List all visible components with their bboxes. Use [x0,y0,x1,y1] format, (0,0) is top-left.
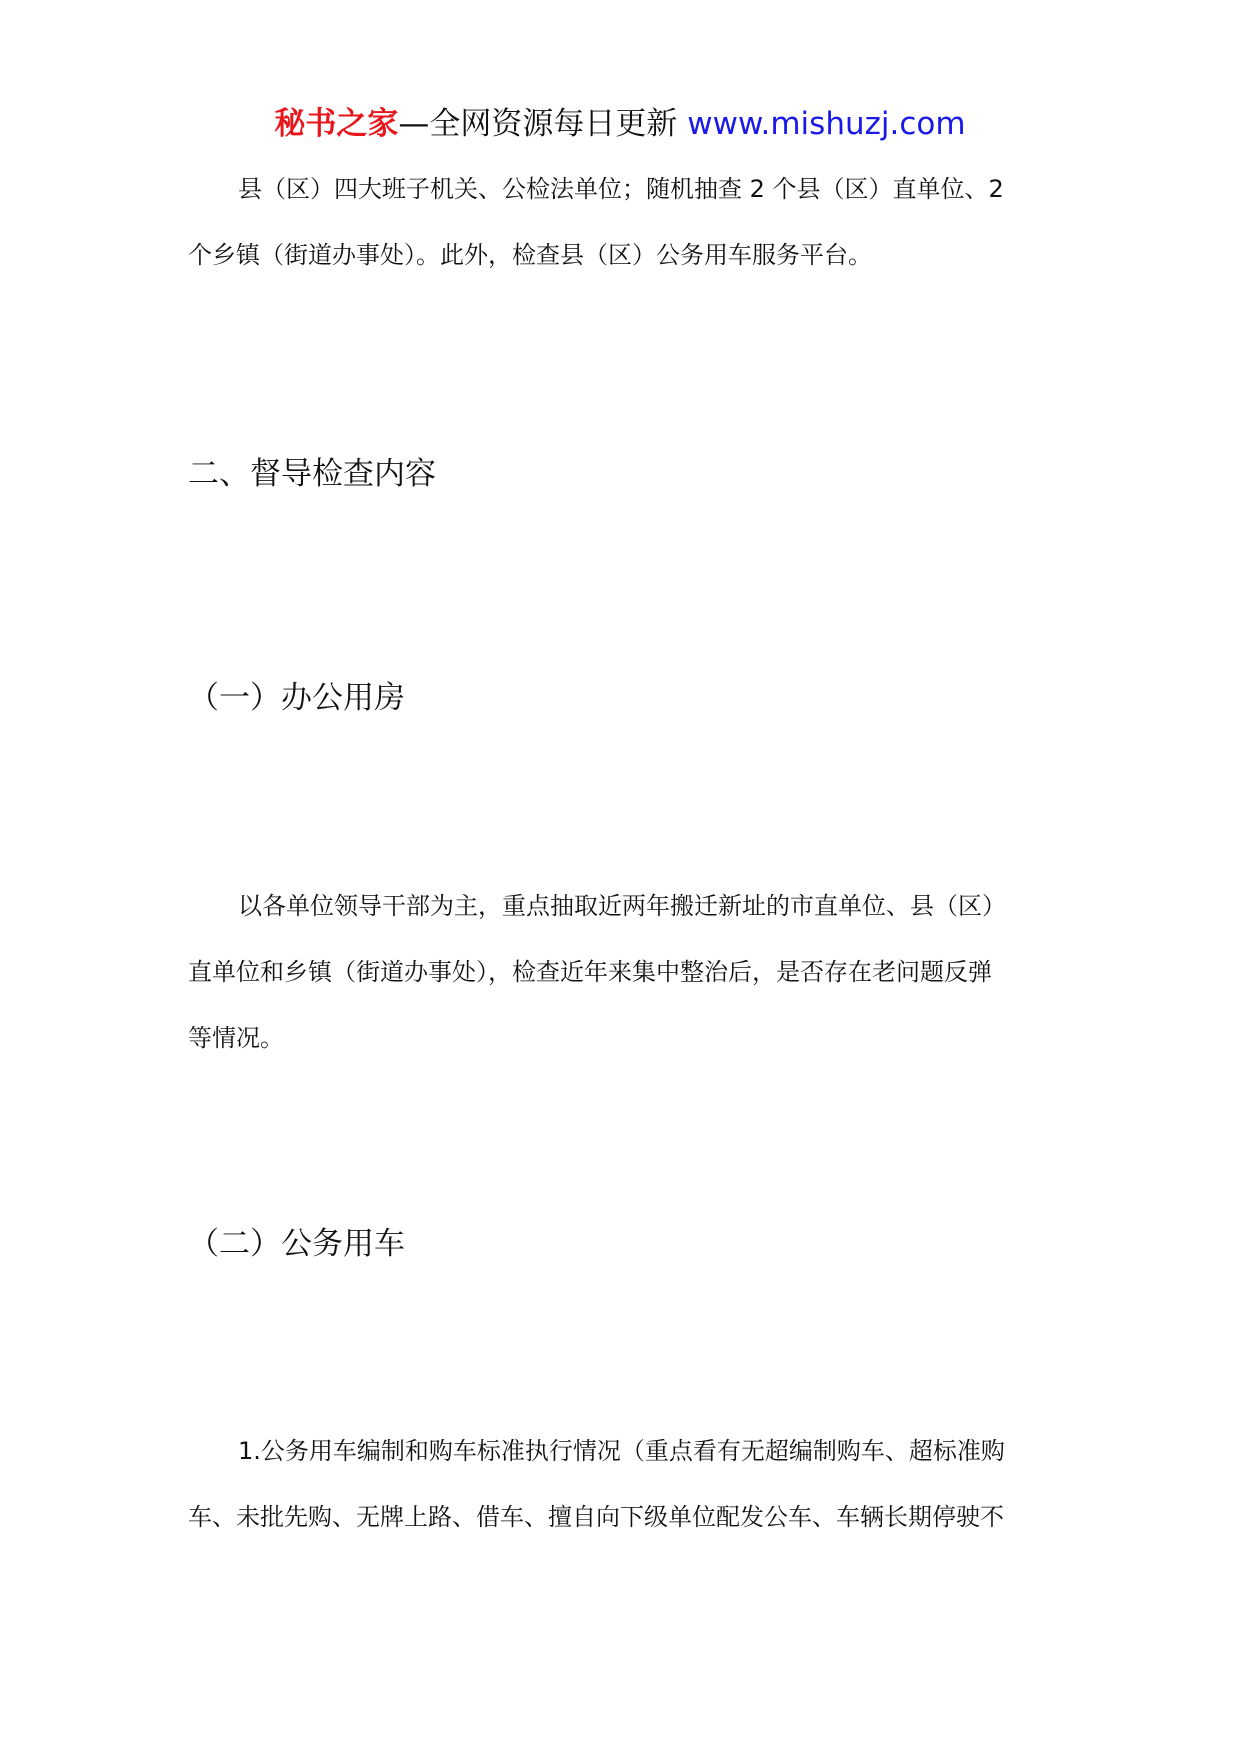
paragraph-line: 个乡镇（街道办事处）。此外，检查县（区）公务用车服务平台。 [188,241,872,269]
paragraph-office [188,873,1048,1071]
paragraph-vehicles [188,1418,1048,1550]
paragraph-line: 1.公务用车编制和购车标准执行情况（重点看有无超编制购车、超标准购 [238,1437,1005,1465]
paragraph-line: 县（区）四大班子机关、公检法单位；随机抽查 2 个县（区）直单位、2 [238,175,1004,203]
paragraph-line: 车、未批先购、无牌上路、借车、擅自向下级单位配发公车、车辆长期停驶不 [188,1503,1004,1531]
banner-brand: 秘书之家 [274,106,399,142]
site-banner [0,100,1240,148]
paragraph-line: 以各单位领导干部为主，重点抽取近两年搬迁新址的市直单位、县（区） [238,892,1006,920]
section-heading: 二、督导检查内容 [188,456,436,492]
subsection-heading-vehicles: （二）公务用车 [188,1226,405,1262]
paragraph-scope [188,156,1048,288]
paragraph-line: 直单位和乡镇（街道办事处），检查近年来集中整治后，是否存在老问题反弹 [188,958,992,986]
banner-tagline: —全网资源每日更新 [398,106,688,142]
banner-url-link[interactable]: www.mishuzj.com [687,106,966,142]
subsection-heading-office: （一）办公用房 [188,680,405,716]
paragraph-line: 等情况。 [188,1024,284,1052]
